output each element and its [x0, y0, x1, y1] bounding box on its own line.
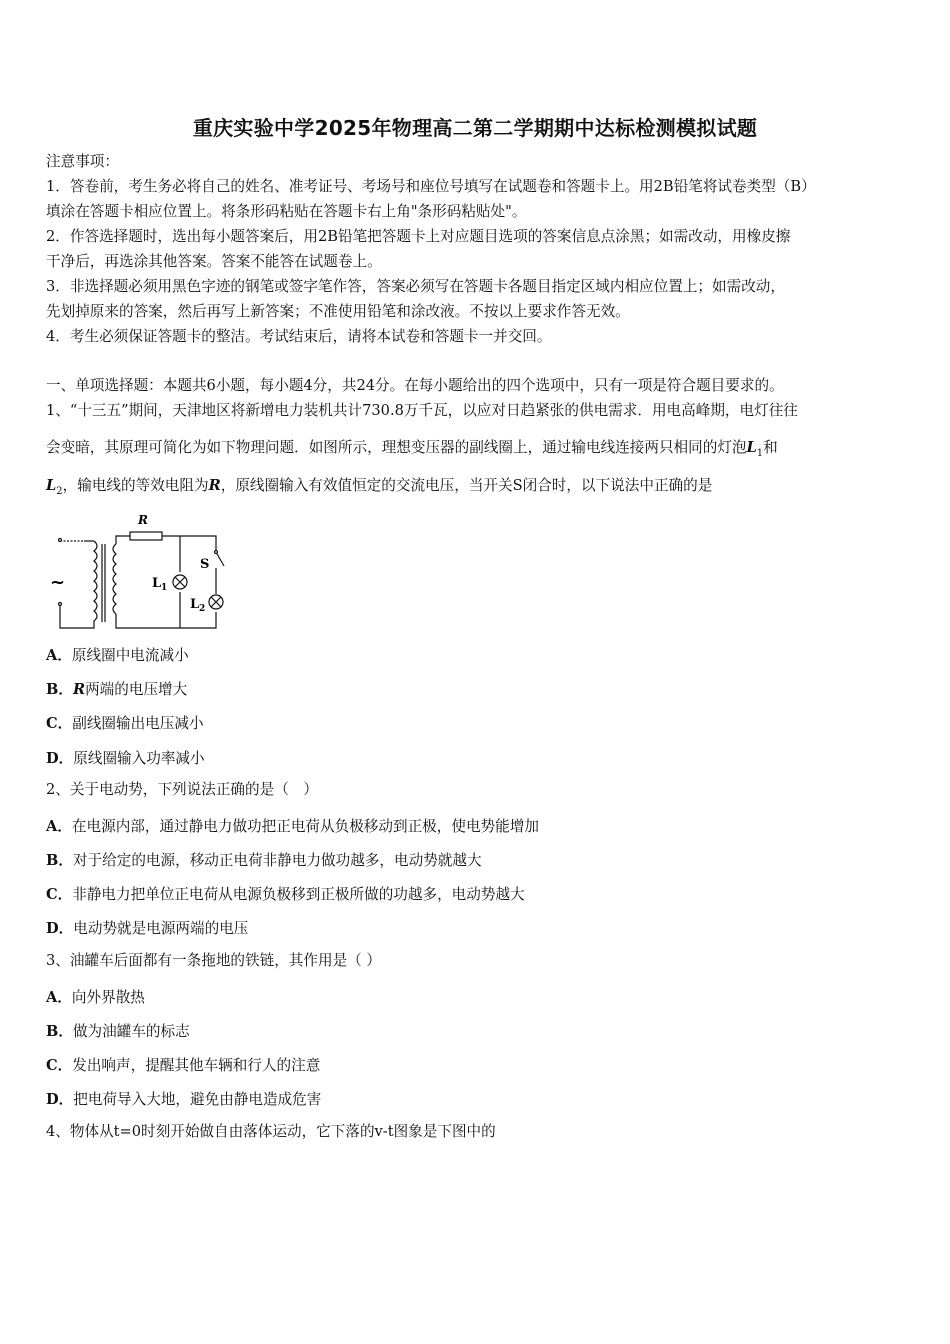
- q3-option-c[interactable]: [46, 1054, 320, 1075]
- label-l1: L: [152, 576, 162, 591]
- option-letter: C．: [46, 1057, 73, 1074]
- q1-option-b[interactable]: [46, 678, 187, 699]
- option-text: 在电源内部，通过静电力做功把正电荷从负极移动到正极，使电势能增加: [71, 818, 539, 835]
- label-l2-sub: 2: [199, 604, 206, 614]
- line-top-right: [162, 536, 216, 552]
- circuit-diagram: [44, 508, 234, 634]
- option-text: 对于给定的电源，移动正电荷非静电力做功越多，电动势就越大: [72, 852, 482, 869]
- q1-stem-line: 1、“十三五”期间，天津地区将新增电力装机共计730.8万千瓦，以应对日趋紧张的供电需求．用电高峰期，电灯往往: [46, 402, 798, 419]
- option-text: 两端的电压增大: [85, 681, 188, 698]
- q2-option-a[interactable]: [46, 815, 539, 836]
- notice-line: 填涂在答题卡相应位置上。将条形码粘贴在答题卡右上角"条形码粘贴处"。: [46, 203, 527, 220]
- ac-source-symbol: ~: [50, 572, 66, 593]
- notice-heading: 注意事项：: [46, 153, 119, 170]
- notice-line: 先划掉原来的答案，然后再写上新答案；不准使用铅笔和涂改液。不按以上要求作答无效。: [46, 303, 630, 320]
- q2-option-b[interactable]: [46, 849, 482, 870]
- primary-coil: [84, 541, 97, 628]
- option-text: 原线圈中电流减小: [71, 647, 189, 664]
- q1-text: 会变暗，其原理可简化为如下物理问题．如图所示，理想变压器的副线圈上，通过输电线连接两只相同的灯泡: [46, 439, 747, 456]
- q2-option-d[interactable]: [46, 917, 248, 938]
- q3-option-a[interactable]: [46, 986, 145, 1007]
- label-s: S: [200, 557, 210, 572]
- option-text: 把电荷导入大地，避免由静电造成危害: [73, 1091, 322, 1108]
- q3-option-d[interactable]: [46, 1088, 321, 1109]
- terminal-bottom: [59, 603, 62, 606]
- r-symbol: R: [208, 477, 221, 494]
- resistor-r: [130, 532, 162, 540]
- page-title: 重庆实验中学2025年物理高二第二学期期中达标检测模拟试题: [192, 116, 758, 140]
- q1-text: ，输电线的等效电阻为: [62, 477, 209, 494]
- lamp-l1-cross: [175, 577, 185, 587]
- option-text: 做为油罐车的标志: [72, 1023, 190, 1040]
- q1-text: ，原线圈输入有效值恒定的交流电压，当开关S闭合时，以下说法中正确的是: [220, 477, 713, 494]
- option-text: 原线圈输入功率减小: [73, 750, 205, 767]
- l2-symbol: L: [46, 477, 57, 494]
- option-text: 电动势就是电源两端的电压: [73, 920, 249, 937]
- q1-stem-line: [46, 476, 712, 502]
- option-letter: D．: [46, 750, 74, 767]
- label-l1-sub: 1: [161, 583, 168, 593]
- lamp-l2-cross: [211, 597, 221, 607]
- switch-pivot: [215, 551, 218, 554]
- option-text: 发出响声，提醒其他车辆和行人的注意: [72, 1057, 321, 1074]
- q3-option-b[interactable]: [46, 1020, 190, 1041]
- q2-stem: 2、关于电动势，下列说法正确的是（ ）: [46, 781, 318, 798]
- notice-line: 干净后，再选涂其他答案。答案不能答在试题卷上。: [46, 253, 382, 270]
- option-letter: B．: [46, 681, 73, 698]
- option-text: 向外界散热: [71, 989, 145, 1006]
- l2-subscript: 2: [56, 485, 63, 497]
- option-text: 非静电力把单位正电荷从电源负极移到正极所做的功越多，电动势越大: [72, 886, 525, 903]
- option-r-symbol: R: [72, 681, 86, 698]
- notice-line: 2．作答选择题时，选出每小题答案后，用2B铅笔把答题卡上对应题目选项的答案信息点涂黑；如需改动，用橡皮擦: [46, 228, 791, 245]
- line-bottom: [116, 612, 216, 628]
- option-letter: A．: [46, 647, 72, 664]
- q1-stem-line: [46, 438, 778, 464]
- section-heading: 一、单项选择题：本题共6小题，每小题4分，共24分。在每小题给出的四个选项中，只有一项是符合题目要求的。: [46, 377, 784, 394]
- option-letter: D．: [46, 1091, 74, 1108]
- q4-stem: 4、物体从t=0时刻开始做自由落体运动，它下落的v-t图象是下图中的: [46, 1123, 496, 1140]
- notice-line: 3．非选择题必须用黑色字迹的钢笔或签字笔作答，答案必须写在答题卡各题目指定区域内相应位置上；如需改动，: [46, 278, 785, 295]
- terminal-top: [59, 539, 62, 542]
- label-l2: L: [190, 597, 200, 612]
- option-letter: A．: [46, 989, 72, 1006]
- option-letter: B．: [46, 1023, 73, 1040]
- secondary-coil: [113, 544, 116, 614]
- line-top-left: [116, 536, 130, 544]
- option-letter: C．: [46, 886, 73, 903]
- option-letter: A．: [46, 818, 72, 835]
- notice-line: 4．考生必须保证答题卡的整洁。考试结束后，请将本试卷和答题卡一并交回。: [46, 328, 552, 345]
- option-letter: B．: [46, 852, 73, 869]
- q3-stem: 3、油罐车后面都有一条拖地的铁链，其作用是（ ）: [46, 952, 381, 969]
- option-letter: D．: [46, 920, 74, 937]
- q1-and: 和: [763, 439, 778, 456]
- q2-option-c[interactable]: [46, 883, 525, 904]
- primary-wire-top: [60, 538, 84, 541]
- switch-blade: [216, 552, 224, 566]
- q1-option-c[interactable]: [46, 712, 204, 733]
- label-r: R: [138, 513, 148, 527]
- q1-option-a[interactable]: [46, 644, 189, 665]
- q1-option-d[interactable]: [46, 747, 205, 768]
- option-text: 副线圈输出电压减小: [72, 715, 204, 732]
- primary-wire-bottom: [60, 606, 84, 628]
- option-letter: C．: [46, 715, 73, 732]
- l1-symbol: L: [746, 439, 757, 456]
- l1-subscript: 1: [756, 447, 764, 459]
- notice-line: 1．答卷前，考生务必将自己的姓名、准考证号、考场号和座位号填写在试题卷和答题卡上。用2B铅笔将试卷类型（B）: [46, 178, 816, 195]
